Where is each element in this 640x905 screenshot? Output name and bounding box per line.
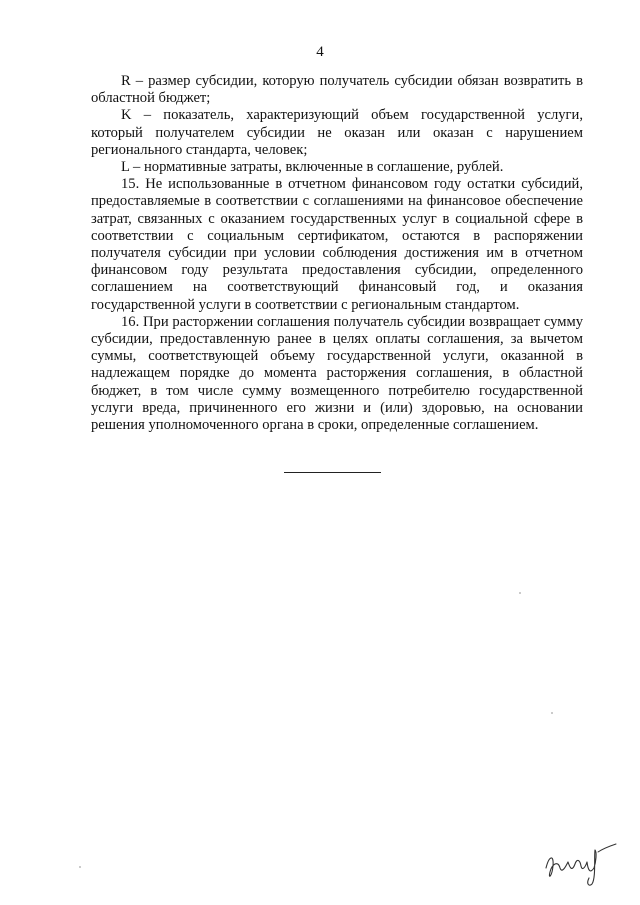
paragraph-16: 16. При расторжении соглашения получатель субсидии возвращает сумму субсидии, предоставленную ранее в целях оплаты соглашения, за вычетом суммы, соответствующей объему государственной услуги, оказанной в надлежащем порядке до момента расторжения соглашения, в областной бюджет, в том числе сумму возмещенного потребителю государственной услуги вреда, причиненного его жизни и (или) здоровью, на основании решения уполномоченного органа в сроки, определенные соглашением.	[91, 313, 583, 434]
scan-speck	[519, 592, 521, 594]
paragraph-k-definition: K – показатель, характеризующий объем государственной услуги, который получателем субсидии не оказан или оказан с нарушением регионального стандарта, человек;	[91, 107, 583, 158]
scan-speck	[551, 712, 553, 714]
end-of-text-rule	[284, 472, 381, 473]
paragraph-15: 15. Не использованные в отчетном финансовом году остатки субсидий, предоставляемые в соответствии с соглашениями на финансовое обеспечение затрат, связанных с оказанием государственных услуг в социальной сфере в соответствии с социальным сертификатом, остаются в распоряжении получателя субсидии при условии соблюдения достижения им в отчетном финансовом году результата предоставления субсидии, определенного соглашением на соответствующий финансовый год, и оказания государственной услуги в соответствии с региональным стандартом.	[91, 176, 583, 313]
paragraph-r-definition: R – размер субсидии, которую получатель субсидии обязан возвратить в областной бюджет;	[91, 73, 583, 107]
paragraph-l-definition: L – нормативные затраты, включенные в соглашение, рублей.	[121, 159, 504, 176]
scan-speck	[79, 866, 81, 868]
handwritten-signature	[540, 838, 620, 888]
page-number: 4	[316, 44, 324, 60]
document-body	[91, 73, 583, 434]
